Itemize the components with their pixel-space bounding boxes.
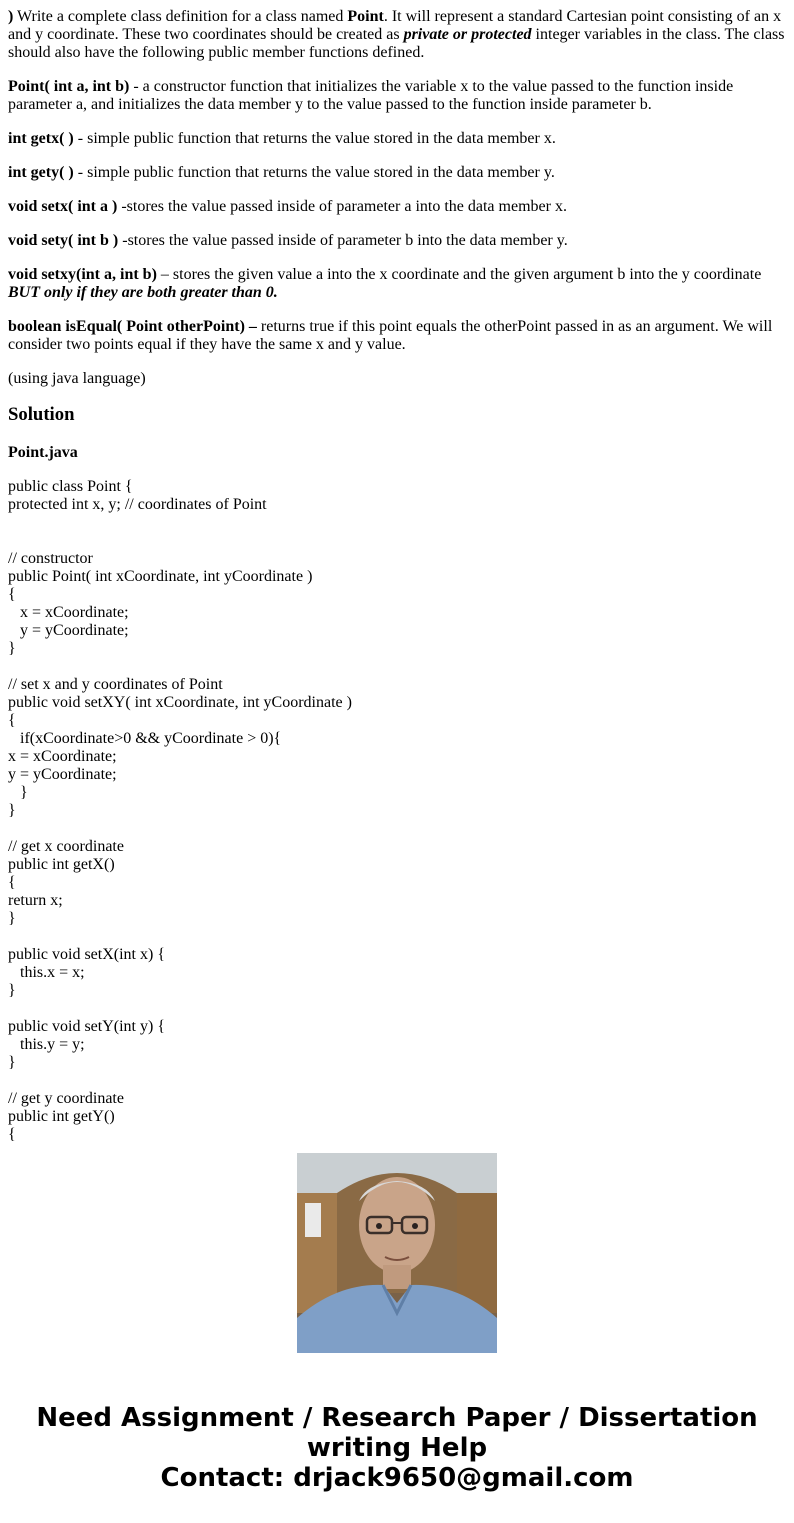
requirement-sety: void sety( int b ) -stores the value passed inside of parameter b into the data member y.	[8, 232, 568, 249]
banner-line-1: Need Assignment / Research Paper / Dissertation	[36, 1403, 758, 1433]
solution-code: public class Point { protected int x, y; // coordinates of Point // constructor public Point( int xCoordinate, int yCoordinate ) { x = xCoordinate; y = yCoordinate; } // set x and y coordinates of Point public void setXY( int xCoordinate, int yCoordinate ) { if(xCoordinate>0 && yCoordinate > 0){ x = xCoordinate; y = yCoordinate; } } // get x coordinate public int getX() { return x; } public void setX(int x) { this.x = x; } public void setY(int y) { this.y = y; } // get y coordinate public int getY() {	[8, 478, 352, 1143]
question-content	[8, 8, 786, 1143]
requirement-gety: int gety( ) - simple public function that returns the value stored in the data member y.	[8, 164, 555, 181]
language-note: (using java language)	[8, 370, 146, 387]
file-name: Point.java	[8, 444, 78, 461]
banner-contact: Contact: drjack9650@gmail.com	[160, 1463, 634, 1493]
help-banner	[0, 1403, 794, 1493]
requirement-isequal: boolean isEqual( Point otherPoint) – returns true if this point equals the otherPoint passed in as an argument. We will consider two points equal if they have the same x and y value.	[8, 318, 773, 353]
requirement-setx: void setx( int a ) -stores the value passed inside of parameter a into the data member x.	[8, 198, 567, 215]
requirement-constructor: Point( int a, int b) - a constructor function that initializes the variable x to the value passed to the function inside parameter a, and initializes the data member y to the value passed to the function inside parameter b.	[8, 78, 734, 113]
banner-line-2: writing Help	[306, 1433, 488, 1463]
author-photo	[297, 1153, 497, 1353]
requirement-getx: int getx( ) - simple public function that returns the value stored in the data member x.	[8, 130, 556, 147]
solution-heading: Solution	[8, 404, 75, 425]
requirement-setxy: void setxy(int a, int b) – stores the given value a into the x coordinate and the given argument b into the y coordinate BUT only if they are both greater than 0.	[8, 266, 762, 301]
class-name: Point	[347, 8, 384, 25]
author-avatar	[297, 1153, 497, 1353]
question-intro: ) Write a complete class definition for a class named Point. It will represent a standard Cartesian point consisting of an x and y coordinate. These two coordinates should be created as private or protected integer variables in the class. The class should also have the following public member functions defined.	[8, 8, 785, 61]
